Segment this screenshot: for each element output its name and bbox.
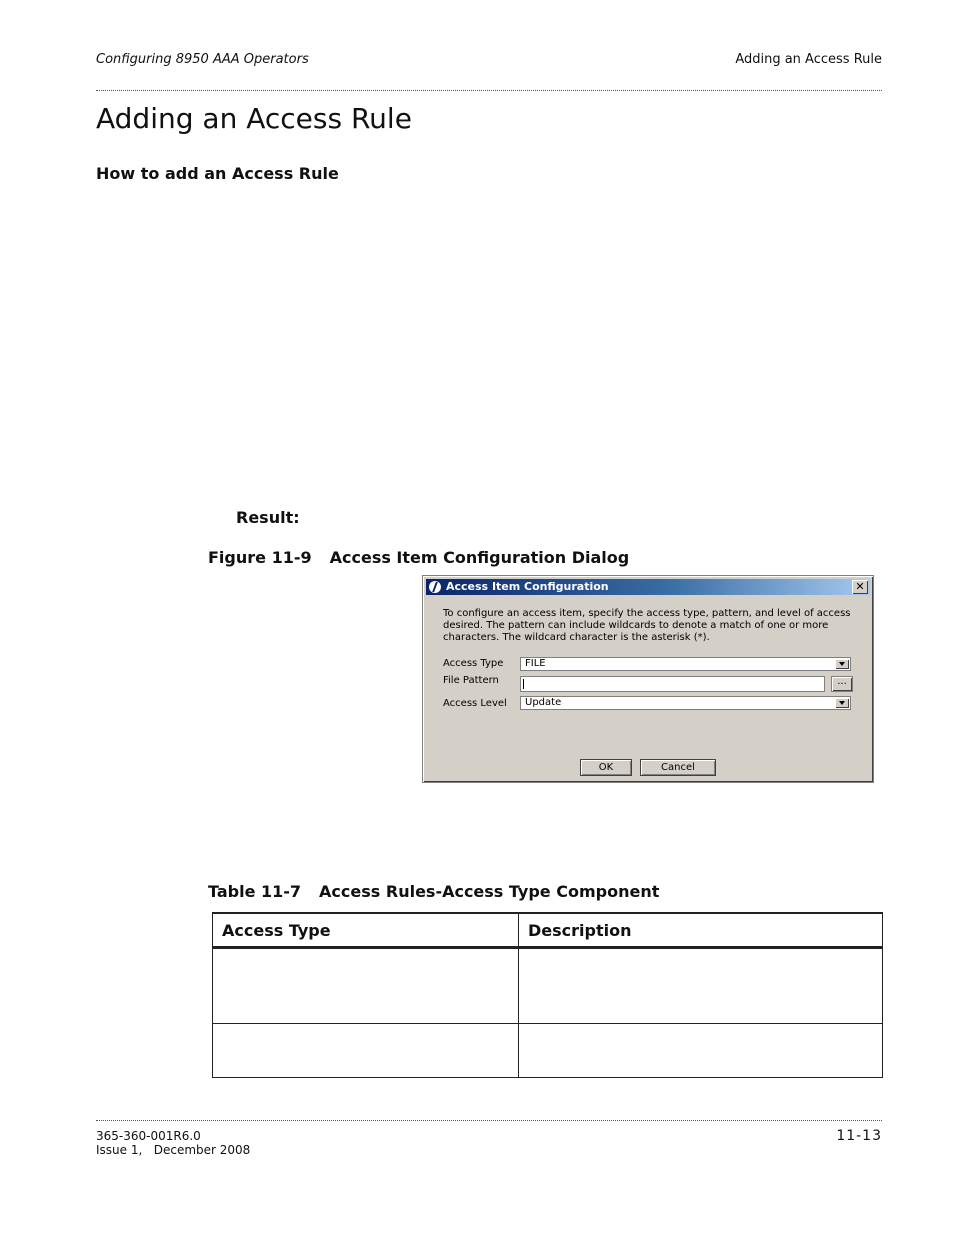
file-pattern-label: File Pattern — [443, 675, 499, 686]
footer-divider — [96, 1120, 882, 1121]
browse-button[interactable]: ... — [831, 676, 853, 692]
footer-document-info — [96, 1129, 250, 1157]
running-header-chapter: Configuring 8950 AAA Operators — [96, 52, 309, 67]
access-type-table — [212, 912, 883, 1078]
table-caption — [208, 882, 659, 901]
column-header-description: Description — [519, 913, 883, 948]
cancel-button[interactable]: Cancel — [640, 759, 716, 776]
column-header-access-type: Access Type — [213, 913, 519, 948]
dialog-title: Access Item Configuration — [446, 580, 609, 593]
figure-caption — [208, 548, 629, 567]
issue-date: Issue 1, December 2008 — [96, 1143, 251, 1157]
table-header-row — [213, 913, 883, 948]
access-level-value: Update — [525, 697, 562, 708]
document-number: 365-360-001R6.0 — [96, 1129, 201, 1143]
chevron-down-icon[interactable] — [835, 659, 849, 669]
table-number: Table 11-7 — [208, 882, 302, 901]
table-cell-access-type — [213, 948, 519, 1024]
file-pattern-input[interactable] — [520, 676, 825, 692]
ok-button[interactable]: OK — [580, 759, 632, 776]
chevron-down-icon[interactable] — [835, 698, 849, 708]
access-level-label: Access Level — [443, 698, 507, 709]
table-cell-description — [519, 948, 883, 1024]
page-number: 11-13 — [836, 1128, 882, 1144]
dialog-description: To configure an access item, specify the access type, pattern, and level of access desired. The pattern can include wildcards to denote a match of one or more characters. The wildcard character is the asterisk (*). — [443, 608, 851, 643]
page-title: Adding an Access Rule — [96, 102, 412, 135]
access-level-select[interactable] — [520, 696, 851, 710]
figure-number: Figure 11-9 — [208, 548, 312, 567]
figure-title: Access Item Configuration Dialog — [329, 548, 630, 567]
dialog-titlebar[interactable] — [426, 579, 870, 595]
table-cell-description — [519, 1024, 883, 1078]
access-type-value: FILE — [525, 658, 546, 669]
close-icon[interactable]: ✕ — [852, 580, 868, 594]
access-type-label: Access Type — [443, 658, 504, 669]
table-cell-access-type — [213, 1024, 519, 1078]
table-row — [213, 1024, 883, 1078]
access-item-configuration-dialog — [422, 575, 874, 783]
running-header-section: Adding an Access Rule — [735, 52, 882, 67]
table-row — [213, 948, 883, 1024]
app-logo-icon — [429, 581, 441, 593]
header-divider — [96, 90, 882, 91]
table-title: Access Rules-Access Type Component — [319, 882, 660, 901]
procedure-heading: How to add an Access Rule — [96, 164, 339, 183]
text-caret — [523, 679, 524, 689]
result-label: Result: — [236, 508, 300, 527]
access-type-select[interactable] — [520, 657, 851, 671]
